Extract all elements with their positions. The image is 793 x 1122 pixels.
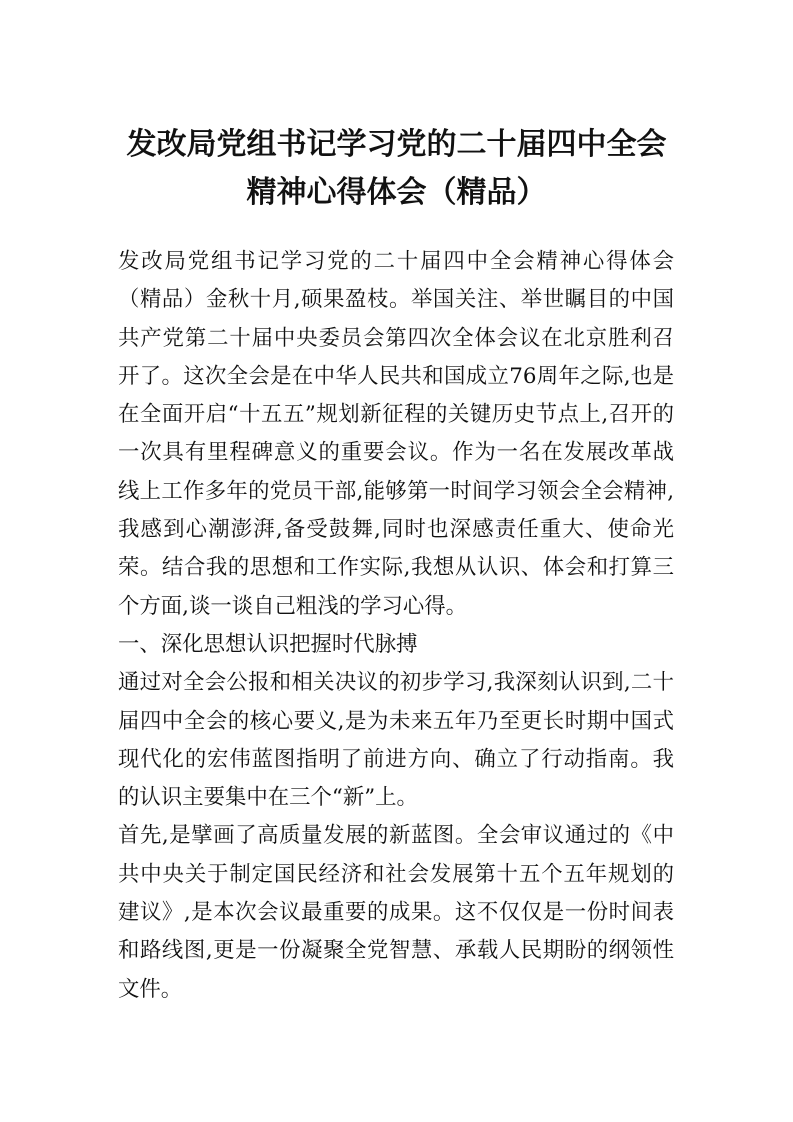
document-title-line-1: 发改局党组书记学习党的二十届四中全会 xyxy=(126,127,667,162)
body-paragraph-intro: 发改局党组书记学习党的二十届四中全会精神心得体会（精品）金秋十月,硕果盈枝。举国关注、举世瞩目的中国共产党第二十届中央委员会第四次全体会议在北京胜利召开了。这次全会是在中华人民共和国成立76周年之际,也是在全面开启“十五五”规划新征程的关键历史节点上,召开的一次具有里程碑意义的重要会议。作为一名在发展改革战线上工作多年的党员干部,能够第一时间学习领会全会精神,我感到心潮澎湃,备受鼓舞,同时也深感责任重大、使命光荣。结合我的思想和工作实际,我想从认识、体会和打算三个方面,谈一谈自己粗浅的学习心得。 xyxy=(118,249,674,619)
body-paragraph: 通过对全会公报和相关决议的初步学习,我深刻认识到,二十届四中全会的核心要义,是为未来五年乃至更长时期中国式现代化的宏伟蓝图指明了前进方向、确立了行动指南。我的认识主要集中在三个“新”上。 xyxy=(118,670,674,811)
body-paragraph: 首先,是擘画了高质量发展的新蓝图。全会审议通过的《中共中央关于制定国民经济和社会发展第十五个五年规划的建议》,是本次会议最重要的成果。这不仅仅是一份时间表和路线图,更是一份凝聚全党智慧、承载人民期盼的纲领性文件。 xyxy=(118,823,674,1002)
document-title-line-2: 精神心得体会（精品） xyxy=(246,175,547,210)
document-body xyxy=(118,243,674,1009)
section-heading-1: 一、深化思想认识把握时代脉搏 xyxy=(118,631,418,657)
